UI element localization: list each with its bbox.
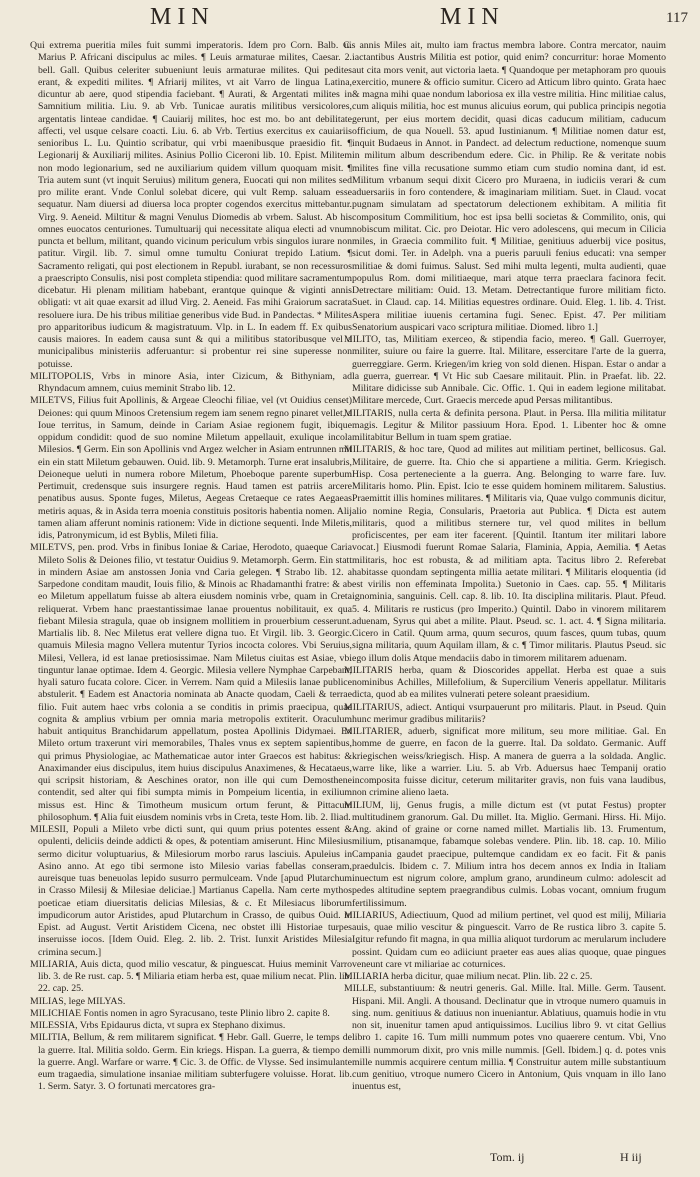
left-headword: MIN [150,4,215,30]
entry-paragraph: MILITARIUS, adiect. Antiqui vsurpauerunt pro militaris. Plaut. in Pseud. Quin hunc merimur gradibus militariis? [344,701,666,725]
entry-paragraph: MILITARIS, nulla certa & definita persona. Plaut. in Persa. Illa militia militatur magis. Legitur & Militor passiuum Hora. Epod. 1. Libenter hoc & omne militabitur Bellum in tuam spem gratiae. [344,407,666,443]
running-header [0,4,700,38]
entry-paragraph: MILIARIA herba dicitur, quae milium necat. Plin. lib. 22 c. 25. [344,971,593,982]
page-footer [0,1150,700,1170]
entry-paragraph: MILIARIUS, Adiectiuum, Quod ad milium pertinet, vel quod est milij, Miliaria auis, quae milio vescitur & pinguescit. Varro de Re rustica libro 3. capite 5. Igitur refundo fit magna, in qua millia aliquot turdorum ac merularum includere possint. Quidam cum eo adiiciunt praeter eas aues alias quoque, quae pingues veneunt care vt miliariae ac coturnices. [344,909,666,970]
entry-paragraph: MILESII, Populi a Mileto vrbe dicti sunt, qui quum prius potentes essent & opulenti, deliciis deinde addicti & opes, & potentiam amiserunt. Hinc Milesius sermo dicitur voluptuarius, & Milesiorum morbo rarus lasciuis. Apuleius in Asino anno. At ego tibi sermone isto Milesio varias fabellas conseram, aureisque tuas beneuolas lepido susurro permulceam. Vnde [apud Plutarchum in Crasso Milesij & Milesiae deliciae.] Martianus Capella. Nam certe mythos poeticae etiam diuersitatis delicias Milesias, & c. Et Milesiacus liborum impudicorum autor Aristides, apud Plutarchum in Crasso, de quibus Ouid. in Epist. ad August. Vertit Aristidem Cicena, nec obstet illi Historiae turpes inseruisse iocos. [Idem Ouid. Eleg. 2. lib. 2. Trist. Iunxit Aristides Milesia crimina secum.] [30,824,352,958]
page-number: 117 [666,10,688,26]
signature-mark: Tom. ij [490,1150,525,1164]
entry-paragraph: MILITOPOLIS, Vrbs in minore Asia, inter Cizicum, & Bithyniam, ad Rhyndacum amnem, cuius meminit Strabo lib. 12. [30,370,352,394]
entry-paragraph: MILITARIS, & hoc tare, Quod ad milites aut militiam pertinet, bellicosus. Gal. Militaire, de guerre. Ita. Chio che si appartiene a militia. Germ. Kriegisch. Hisp. Cosa perteneciente a la guerra. Ang. Belonging to warre fare. Iuv. Militaris homo. Plin. Epist. Icio te esse quidem hominem militarem. Salustius. Praemittit illis homines militares. ¶ Militaris via, Quae vulgo communis dicitur, alio nomine Regia, Consularis, Praetoria aut Publica. ¶ Dicta est autem militaris, quod a militibus sternere tur, vel quod milites in bellum proficiscentes, per eam iter facerent. [Quintil. Itantum iter militari labore vocat.] Eiusmodi fuerunt Romae Salaria, Flaminia, Appia, Aemilia. ¶ Aetas militaris, hoc est robusta, & ad militiam apta. Tacitus libro 2. Referebat habitasse quondam septingenta millia aetate militari. ¶ Militaris eloquentia (id est virilis non effeminata Impolita.) Suetonio in Caes. cap. 55. ¶ Militaris ignominia, sanguinis. Cell. cap. 8. lib. 10. Ita disciplina militaris. Plaut. Pfeud. 5. 4. Militaris re rusticus (pro Imperito.) Quintil. Dabo in vinorem militarem aduenam, Syrus qui abet a milite. Plaut. Pseud. sc. 1. act. 4. ¶ Signa militaria. Cicero in Catil. Quum arma, quum securos, quum fasces, quum tubas, quum signa militaria, quum Aquilam illam, & c. ¶ Timor militaris. Plautus Pseud. sic ego illum dolis Atque mendaciis dabo in timorem militarem aduenam. [344,444,666,664]
entry-paragraph: MILETVS, pen. prod. Vrbs in finibus Ioniae & Cariae, Herodoto, quaeque Caria Mileto Solis & Deiones filio, vt testatur Ouidius 9. Metamorph. Germ. Ein statt in mindern Asiae am anstossen Jonia vnd Caria gelegen. ¶ Strabo lib. 12. a Sarpedone conditam maudit, Iouis filio, & Minois ac Rhadamanthi fratre: & ab eo Miletum appellatum fuisse ab altera eiusdem nominis vrbe, quam in Creta reliquerat. Vrbem hanc praestantissimae lanae prouentus nobilitauit, ex qua fiebant Milesia stragula, quae ob insignem mollitiem in prouerbium cesserunt. Martialis lib. 8. Nec Miletus erat vellere digna tuo. Et Virgil. lib. 3. Georgic. quamuis Milesia magno Vellera mutentur Tyrios incocta colores. Vbi Seruius, Milesi, Vellera, id est lanae pretiosissimae. Nam Miletus ciuitas est Asiae, vbi tinguntur lanae optimae. Idem 4. Georgic. Milesia vellere Nymphae Carpebant, hyali saturo fucata colore. Cicer. in Verrem. Nam quid a Milesiis lanae publice abstulerit. ¶ Eadem est Anactoria nominata ab Anacte quodam, Caeli & terrae filio. Fuit autem haec vrbs colonia a se conditis in primis praecipua, quae cognita & amplius vrbium per omnia maria metropolis extiterit. Oraculum habuit antiquitus Branchidarum appellatum, postea Apollinis Didymaei. Ex Mileto ortum traxerunt viri memorabiles, Thales vnus ex septem sapientibus, qui primus Physiologiae, ac Mathematicae autor inter Graecos est habitus: & Anaximander eius discipulus, item huius discipulus Anaximenes, & Hecataeus, qui scripsit historiam, & Aeschines orator, non ille qui cum Demosthene contendit, sed alter qui fibi sumpta mimis in Pompeium licentia, in exilium missus est. Hinc & Timotheum musicum ortum ferunt, & Pittacum philosophum. ¶ Alia fuit eiusdem nominis vrbs in Creta, teste Hom. lib. 2. Iliad. [30,542,352,823]
entry-paragraph: MILETVS, Filius fuit Apollinis, & Argeae Cleochi filiae, vel (vt Ouidius censet) Deiones: qui quum Minoos Cretensium regem iam senem regno pinaret vellet, a Ioue territus, in Samum, deinde in Cariam Asiae regionem fugit, ibique oppidum condidit: quod de suo nomine Miletum appellauit, exulique incola Milesios. ¶ Germ. Ein son Apollinis vnd Argez welcher in Asiam entrunnen mit ein ein statt Miletum gebauwen. Ouid. lib. 9. Metamorph. Turne erat insalubris, Deioneque ueluti in numera robore Miletum, Phoeboque parente superbum Pertimuit, credensque suis insurgere regnis. Haud tamen est patriis arcere penatibus ausus. Sponte fuges, Miletus, Aegeas Cretaeque ce rates Aegaeas metiris aquas, & in Asida terra moenia constituis positoris habentia nomen. Alij tamen aliam afferunt nominis rationem: Vide in dictione sequenti. Inde Miletis, idis, Patronymicum, id est Byblis, Mileti filia. [30,395,352,541]
entry-paragraph: MILESSIA, Vrbs Epidaurus dicta, vt supra ex Stephano diximus. [30,1020,286,1031]
entry-paragraph: MILIARIA, Auis dicta, quod milio vescatur, & pinguescat. Huius meminit Varro lib. 3. de Re rust. cap. 5. ¶ Miliaria etiam herba est, quae milium necat. Plin. lib. 22. cap. 25. [30,958,352,995]
entry-paragraph: MILITIA, Bellum, & rem militarem significat. ¶ Hebr. Gall. Guerre, le temps de la guerre. Ital. Militia soldo. Germ. Ein kriegs. Hispan. La guerra, & tiempo de la guerre. Angl. Warfare or warre. ¶ Cic. 3. de Offic. de Vlysse. Sed insimulante eum tragaedia, simulatione insaniae militiam subterfugere voluisse. Horat. lib. 1. Serm. Satyr. 3. O fortunati mercatores gra- [30,1032,352,1093]
entry-paragraph: MILIUM, lij, Genus frugis, a mille dictum est (vt putat Festus) propter multitudinem granorum. Gal. Du millet. Ita. Miglio. Germani. Hirss. Hi. Mijo. Ang. akind of graine or corne named millet. Martialis lib. 13. Frumentum, milium, ptisanamque, fabamque solebas vendere. Plin. lib. 18. cap. 10. Milio Campania gaudet praecipue, pultemque candidam ex eo facit. Fit & panis praedulcis. Ibidem c. 7. Milium intra hos decem annos ex India in Italiam inuectum est nigrum colore, amplum grano, arundineum culmo: adolescit ad pedes altitudine septem praegrandibus culmis. Lobas vocant, omnium frugum fertilissimum. [344,799,666,909]
entry-paragraph: MILICHIAE Fontis nomen in agro Syracusano, teste Plinio libro 2. capite 8. [30,1007,330,1019]
entry-paragraph: MILIAS, lege MILYAS. [30,995,126,1007]
catchword: H iij [620,1150,642,1164]
entry-paragraph: Qui extrema pueritia miles fuit summi imperatoris. Idem pro Corn. Balb. C. Marius P. Africani discipulus ac miles. ¶ Leuis armaturae milites, Caesar. 2. bell. Gall. Quibus celeriter subueniunt leuis armaturae milites. Qui pedites erant, & expediti milites. ¶ Afriarij milites, vt ait Varro de lingua Latina, dicuntur ab aere, quod stipendia faciebant. ¶ Aurati, & Argentati milites in Samnitium militia. Liu. 9. ab Vrb. Tunicae auratis militibus versicolores, argentatis linteae candidae. ¶ Cauiarij milites, hoc est mo. bo ant debilitate affecti, vel usque celsare coacti. Liu. 6. ab Vrb. Tertius exercitus ex cauiariis senioribus L. Lu. Quintio scribatur, qui vrbi maenibusque praesidio fit. ¶ Legionarij & Auxiliarij milites. Asinius Pollio Ciceroni lib. 10. Epist. Militem non modo legionarium, sed ne auxiliarium quidem villum quoquam misit. ¶ Tria autem sunt (vt inquit Seruius) militum genera, Euocati qui non milites sed pro milite erant. Vnde Conlul solebat dicere, qui vult Remp. saluam esse sequatur. Nam diuersi ad diuersa loca propter cogendos exercitus mittebantur. Virg. 9. Aeneid. Miltitur & magni Venulus Diomedis ab vrbem. Salust. Ab his omnes euocatos centuriones. Tumultuarij qui necessitate aliqua electi ad vnum puncta et bellum, militant, quando vicinum periculum vrbis singulos iurare non patitur. Virgil. lib. 7. simul omne tumultu Coniurat trepido Latium. ¶ Sacramento religati, qui post electionem in Republ. iurabant, se non recessuros a praescripto Consulis, nisi post completa stipendia: quod militare sacramentum dicebatur. Hi plenam militiam habebant, erantque quinque & viginti annis obligati: vt ait quae exarsit ad illud Virg. 2. Aeneid. Fas mihi Graiorum sacrata resoluere iura. De his tribus militiae generibus vide Bud. in Pandectas. * Milites pro apparitoribus iudicum & magistratuum. Vlp. in L. In eadem ff. Ex quibus causis maiores. In eadem causa sunt & qui a militibus statoribusque vel a municipalibus ministeriis adferuantur: si probentur rei sine superesse non potuisse. [30,40,352,370]
entry-paragraph: MILLE, substantiuum: & neutri generis. Gal. Mille. Ital. Mille. Germ. Tausent. Hispani. Mil. Angli. A thousand. Declinatur que in vtroque numero quamuis in sing. num. genitiuus & datiuus non inueniantur. Ablatiuus, quamuis hodie in vtu non sit, inuenitur tamen apud antiquissimos. Lucilius libro 9. vt citat Gellius libro 1. capite 16. Tum milli nummum potes vno quaerere centum. Vbi, Vno milli nummorum dixit, pro vnis mille nummis. [Gell. Ibidem.] q. d. potes vnis mille nummis acquirere centum millia. ¶ Construitur autem mille substantiuum cum genitiuo, vtroque numero Cicero in Antonium, Quis vnquam in illo Iano inuentus est, [344,983,666,1093]
left-column [30,40,352,1145]
right-headword: MIN [440,4,505,30]
entry-paragraph: MILITARIER, aduerb, significat more militum, seu more militiae. Gal. En homme de guerre, en facon de la guerre. Ital. Da soldato. Germanic. Auff kriegischen weiss/kriegisch. Hisp. A manera de guerra a la soldada. Anglic. warre like, like a warrier. Liu. 5. ab Vrb. Aduersus haec Tempanij oratio incomposita fuisse dicitur, ceterum militariter gravis, non fuis vana laudibus, non crimine alieno laeta. [344,726,666,799]
right-column [344,40,666,1145]
entry-paragraph: uis annis Miles ait, multo iam fractus membra labore. Contra mercator, nauim iactantibus Austris Militia est potior, quid enim? concurritur: horae Momento aut cita mors venit, aut victoria laeta. ¶ Quandoque per metaphoram pro quouis exercitio, munere & officio sumitur. Cicero ad Atticum libro quinto. Grata haec & magna mihi quae nondum laboriosa ex illa vestre militia. Hinc militiae calus, cum aliquis militia, hoc est munus alicuius eorum, qui publica principis negotia gerunt, per eius mortem decidit, quasi dicas caducum militiam, caducum officium, de qua Nouell. 53. apud Iustinianum. ¶ Militiae nomen datur est, inquit Budaeus in Annot. in Pandect. ad delectum reductione, nomenque suum in militum album describendum edere. Cic. in Philip. Re & veritate nobis milites fine villa recusatione summo etiam cum studio nomina dant, id est. Militum vrbanum sequi dixit Cicero pro Muraena, in iudiciis verari & cum aduersariis in foro contendere, & imaginariam militiam. Suet. in Claud. vocat pugnam simulatam ad spectatorum delectionem exhibitam. A militia fit compositum Commilitium, hoc est ipsa belli societas & Commilito, onis, qui nobiscum militat. Cic. pro Deiotar. Hic vero adolescens, qui mecum in Cilicia miles, in Graecia commilito fuit. ¶ Militiae, genitiuus aduerbij vice positus, sicut domi. Ter. in Adelph. vna a pueris paruuli fenius educati: vna semper militiae & domi fuimus. Salust. Sed mihi multa legenti, multa audienti, quae populus Rom. domi militiaeque, mari atque terra praeclara facinora fecit. Detrectare militiam: Ouid. 13. Metam. Detrectantique furore militiam ficto. Suet. in Claud. cap. 14. Militias equestres ordinare. Ouid. Eleg. 1. lib. 4. Trist. Aspera militiae iuuenis certamina fugi. Senec. Epist. 47. Per militiam Senatorium auspicari vaco scriptura militiae. Diomed. libro 1.] [344,40,666,333]
entry-paragraph: MILITO, tas, Militiam exerceo, & stipendia facio, mereo. ¶ Gall. Guerroyer, militer, suiure ou faire la guerre. Ital. Militare, essercitare l'arte de la guerra, guerreggiare. Germ. Kriegen/im krieg von sold dienen. Hispan. Estar o andar a la guerra, guerrear. ¶ Vt Hic sub Caesare militauit. Plin. in Praefat. lib. 22. Militare didicisse sub Annibale. Cic. Offic. 1. Qui in eadem legione militabat. Militare mercede, Curt. Graecis mercede apud Persas militantibus. [344,334,666,407]
entry-paragraph: MILITARIS herba, quam & Dioscorides appellat. Herba est quae a suis nominibus Achilles, Millefolium, & Supercilium Veneris appellatur. Militaris dicta, quod ab ea milites vulnerati petere soleant praesidium. [344,664,666,701]
